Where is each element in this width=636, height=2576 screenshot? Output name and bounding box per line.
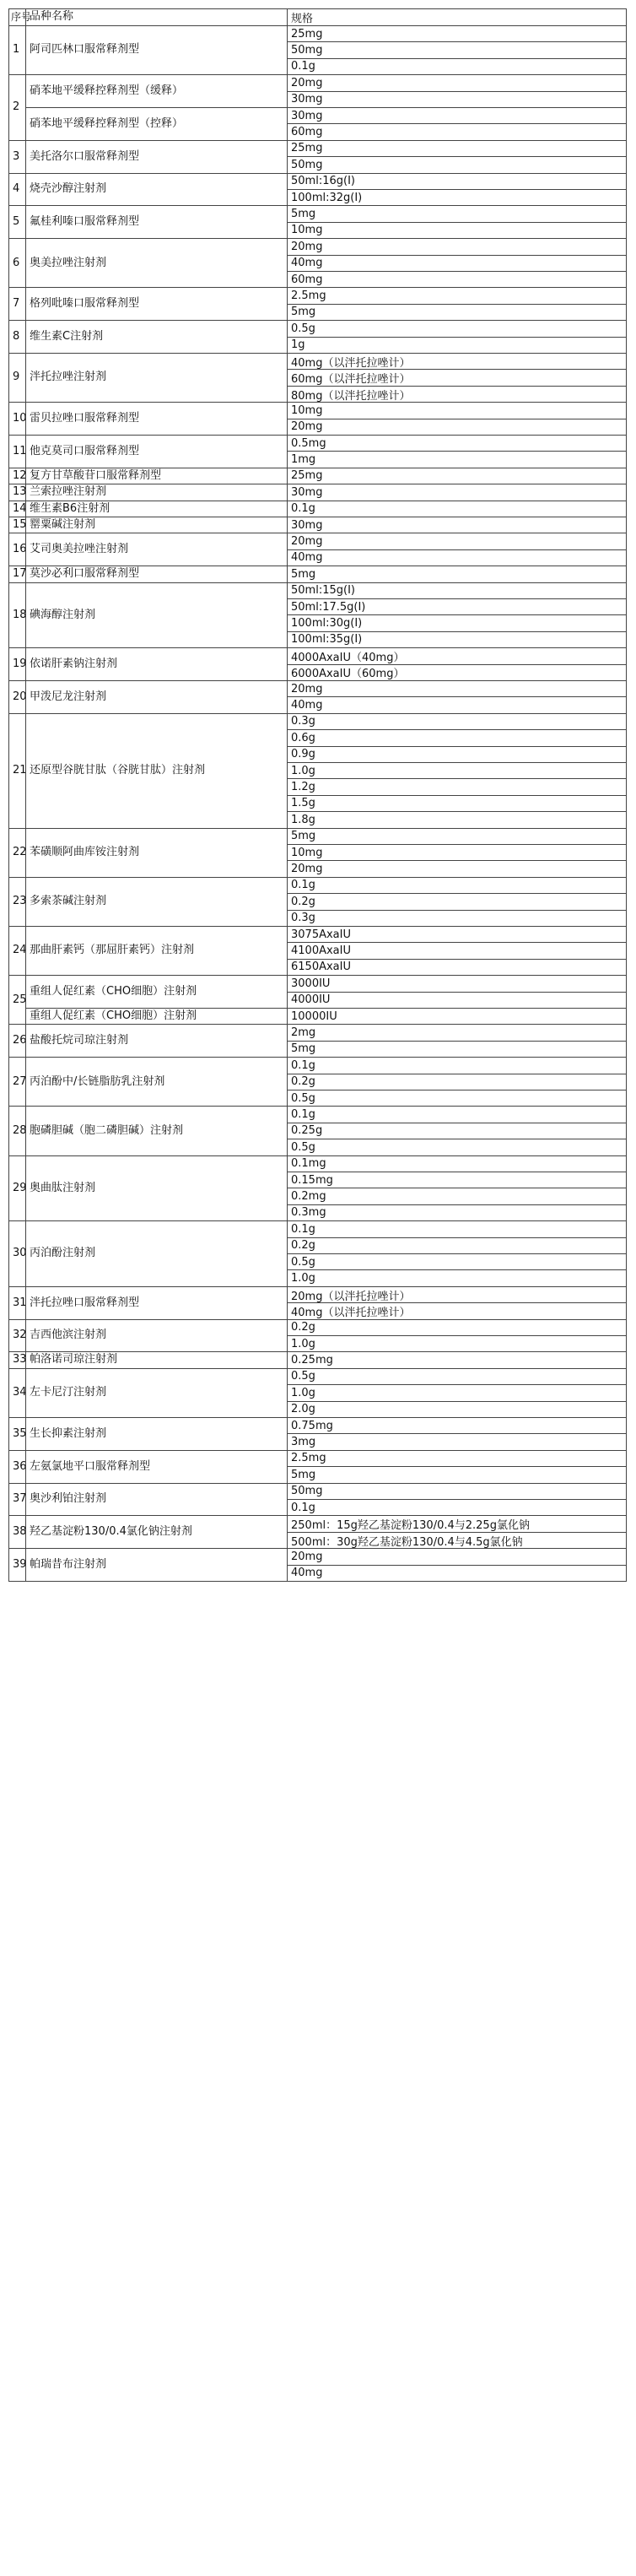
spec-value: 500ml：30g羟乙基淀粉130/0.4与4.5g氯化钠 [287,1532,627,1548]
spec-value: 40mg [287,549,627,566]
spec-value: 1.2g [287,778,627,794]
spec-value: 2mg [287,1024,627,1040]
table-right-border [626,8,627,1581]
spec-value: 20mg [287,533,627,549]
spec-value: 1mg [287,451,627,467]
drug-name: 丙泊酚中/长链脂肪乳注射剂 [25,1057,287,1106]
header-no: 序号 [8,8,25,25]
row-number: 14 [8,501,25,517]
spec-value: 5mg [287,566,627,582]
spec-value: 0.5g [287,1368,627,1384]
drug-name: 还原型谷胱甘肽（谷胱甘肽）注射剂 [25,713,287,828]
spec-value: 3075AxaIU [287,926,627,942]
drug-name: 丙泊酚注射剂 [25,1220,287,1286]
spec-value: 1.8g [287,811,627,827]
spec-value: 20mg [287,238,627,254]
drug-name: 重组人促红素（CHO细胞）注射剂 [25,975,287,1008]
row-number: 32 [8,1319,25,1352]
spec-value: 0.1g [287,1220,627,1237]
row-number: 38 [8,1515,25,1548]
spec-value: 20mg [287,680,627,696]
row-number: 25 [8,975,25,1024]
spec-value: 0.75mg [287,1417,627,1433]
spec-value: 40mg（以泮托拉唑计） [287,353,627,369]
drug-name: 奥美拉唑注射剂 [25,238,287,287]
spec-value: 6000AxaIU（60mg） [287,664,627,680]
drug-name: 依诺肝素钠注射剂 [25,647,287,680]
drug-name: 生长抑素注射剂 [25,1417,287,1450]
spec-value: 50mg [287,41,627,57]
drug-name: 烧壳沙醇注射剂 [25,173,287,206]
spec-value: 5mg [287,1466,627,1482]
spec-value: 50ml:15g(I) [287,582,627,598]
spec-value: 20mg [287,419,627,435]
spec-value: 5mg [287,205,627,221]
drug-name: 格列吡嗪口服常释剂型 [25,287,287,320]
drug-name: 泮托拉唑注射剂 [25,353,287,402]
spec-value: 250ml：15g羟乙基淀粉130/0.4与2.25g氯化钠 [287,1515,627,1531]
row-number: 15 [8,517,25,533]
drug-name: 美托洛尔口服常释剂型 [25,140,287,173]
row-number: 18 [8,582,25,648]
spec-value: 2.5mg [287,1450,627,1466]
spec-value: 0.3g [287,713,627,729]
spec-value: 3mg [287,1433,627,1449]
spec-value: 100ml:32g(I) [287,189,627,205]
row-number: 2 [8,74,25,140]
spec-value: 5mg [287,304,627,320]
drug-name: 盐酸托烷司琼注射剂 [25,1024,287,1057]
drug-name: 左卡尼汀注射剂 [25,1368,287,1417]
spec-value: 0.9g [287,746,627,762]
spec-value: 1.0g [287,1269,627,1285]
spec-value: 0.5g [287,1090,627,1106]
spec-value: 50mg [287,1483,627,1499]
row-number: 28 [8,1106,25,1155]
drug-name: 艾司奥美拉唑注射剂 [25,533,287,566]
spec-value: 40mg [287,255,627,271]
drug-name: 左氨氯地平口服常释剂型 [25,1450,287,1483]
row-number: 23 [8,877,25,926]
drug-name: 奥沙利铂注射剂 [25,1483,287,1516]
spec-value: 60mg [287,123,627,139]
row-number: 35 [8,1417,25,1450]
row-number: 34 [8,1368,25,1417]
spec-value: 1.0g [287,1335,627,1351]
drug-name: 维生素C注射剂 [25,320,287,353]
spec-value: 0.25mg [287,1351,627,1367]
spec-value: 0.1g [287,501,627,517]
spec-value: 4100AxaIU [287,942,627,958]
drug-name: 帕瑞昔布注射剂 [25,1548,287,1581]
spec-value: 0.2g [287,1319,627,1335]
row-number: 29 [8,1155,25,1221]
spec-value: 2.0g [287,1401,627,1417]
row-number: 37 [8,1483,25,1516]
spec-value: 30mg [287,107,627,123]
drug-name: 阿司匹林口服常释剂型 [25,25,287,74]
spec-value: 30mg [287,484,627,500]
spec-value: 0.15mg [287,1172,627,1188]
drug-name: 羟乙基淀粉130/0.4氯化钠注射剂 [25,1515,287,1548]
spec-value: 0.25g [287,1123,627,1139]
spec-value: 1.0g [287,762,627,778]
drug-name: 硝苯地平缓释控释剂型（缓释） [25,74,287,107]
spec-value: 20mg [287,860,627,876]
spec-value: 80mg（以泮托拉唑计） [287,386,627,402]
drug-name: 兰索拉唑注射剂 [25,484,287,500]
row-number: 9 [8,353,25,402]
spec-value: 5mg [287,828,627,844]
spec-value: 0.5g [287,1139,627,1155]
row-number: 12 [8,468,25,484]
row-number: 31 [8,1286,25,1319]
drug-name: 重组人促红素（CHO细胞）注射剂 [25,1008,287,1024]
spec-value: 20mg [287,74,627,90]
spec-value: 0.2g [287,1074,627,1090]
row-number: 19 [8,647,25,680]
drug-name: 氟桂利嗪口服常释剂型 [25,205,287,238]
spec-value: 60mg（以泮托拉唑计） [287,369,627,385]
spec-value: 30mg [287,91,627,107]
spec-value: 40mg [287,696,627,712]
spec-value: 50ml:16g(I) [287,173,627,189]
row-number: 39 [8,1548,25,1581]
spec-value: 20mg（以泮托拉唑计） [287,1286,627,1302]
spec-value: 50mg [287,156,627,172]
spec-value: 10000IU [287,1008,627,1024]
spec-value: 50ml:17.5g(I) [287,598,627,614]
spec-value: 1.0g [287,1384,627,1400]
spec-value: 0.1g [287,1057,627,1073]
row-number: 16 [8,533,25,566]
drug-name: 他克莫司口服常释剂型 [25,435,287,468]
spec-value: 6150AxaIU [287,959,627,975]
spec-value: 100ml:35g(I) [287,631,627,647]
drug-name: 碘海醇注射剂 [25,582,287,648]
row-number: 3 [8,140,25,173]
spec-value: 0.3g [287,910,627,926]
spec-value: 1.5g [287,795,627,811]
spec-value: 0.2mg [287,1188,627,1204]
drug-name: 甲泼尼龙注射剂 [25,680,287,713]
spec-value: 5mg [287,1041,627,1057]
drug-name: 复方甘草酸苷口服常释剂型 [25,468,287,484]
spec-value: 60mg [287,271,627,287]
spec-value: 0.6g [287,729,627,745]
spec-value: 0.1mg [287,1155,627,1172]
spec-value: 0.5g [287,1253,627,1269]
row-number: 13 [8,484,25,500]
row-number: 1 [8,25,25,74]
drug-name: 硝苯地平缓释控释剂型（控释） [25,107,287,140]
spec-value: 0.1g [287,58,627,74]
row-number: 5 [8,205,25,238]
spec-value: 30mg [287,517,627,533]
row-number: 4 [8,173,25,206]
drug-name: 维生素B6注射剂 [25,501,287,517]
spec-value: 10mg [287,402,627,418]
drug-name: 苯磺顺阿曲库铵注射剂 [25,828,287,877]
spec-value: 0.1g [287,877,627,893]
spec-value: 1g [287,337,627,353]
row-number: 10 [8,402,25,435]
row-number: 6 [8,238,25,287]
spec-value: 25mg [287,140,627,156]
header-name: 品种名称 [25,8,287,25]
spec-value: 100ml:30g(I) [287,614,627,630]
drug-name: 泮托拉唑口服常释剂型 [25,1286,287,1319]
row-number: 27 [8,1057,25,1106]
drug-name: 雷贝拉唑口服常释剂型 [25,402,287,435]
drug-name: 奥曲肽注射剂 [25,1155,287,1221]
spec-value: 40mg [287,1565,627,1581]
drug-name: 吉西他滨注射剂 [25,1319,287,1352]
row-number: 24 [8,926,25,975]
table-bottom-border [8,1581,627,1582]
row-number: 20 [8,680,25,713]
spec-value: 0.3mg [287,1204,627,1220]
spec-value: 0.2g [287,893,627,909]
spec-value: 25mg [287,25,627,41]
spec-value: 4000IU [287,992,627,1008]
row-number: 21 [8,713,25,828]
spec-value: 0.5g [287,320,627,336]
row-number: 30 [8,1220,25,1286]
drug-name: 帕洛诺司琼注射剂 [25,1351,287,1367]
spec-value: 0.5mg [287,435,627,451]
row-number: 8 [8,320,25,353]
row-number: 17 [8,566,25,582]
spec-value: 20mg [287,1548,627,1564]
spec-value: 0.2g [287,1237,627,1253]
spec-value: 10mg [287,844,627,860]
drug-name: 那曲肝素钙（那屈肝素钙）注射剂 [25,926,287,975]
header-spec: 规格 [287,8,627,25]
spec-value: 4000AxaIU（40mg） [287,647,627,663]
spec-value: 0.1g [287,1499,627,1515]
row-number: 7 [8,287,25,320]
spec-value: 40mg（以泮托拉唑计） [287,1302,627,1318]
row-number: 11 [8,435,25,468]
spec-value: 10mg [287,222,627,238]
drug-name: 莫沙必利口服常释剂型 [25,566,287,582]
row-number: 36 [8,1450,25,1483]
row-number: 26 [8,1024,25,1057]
drug-name: 罂粟碱注射剂 [25,517,287,533]
spec-value: 2.5mg [287,287,627,303]
row-number: 33 [8,1351,25,1367]
spec-value: 25mg [287,468,627,484]
drug-name: 多索茶碱注射剂 [25,877,287,926]
spec-value: 0.1g [287,1106,627,1122]
spec-value: 3000IU [287,975,627,991]
row-number: 22 [8,828,25,877]
drug-name: 胞磷胆碱（胞二磷胆碱）注射剂 [25,1106,287,1155]
